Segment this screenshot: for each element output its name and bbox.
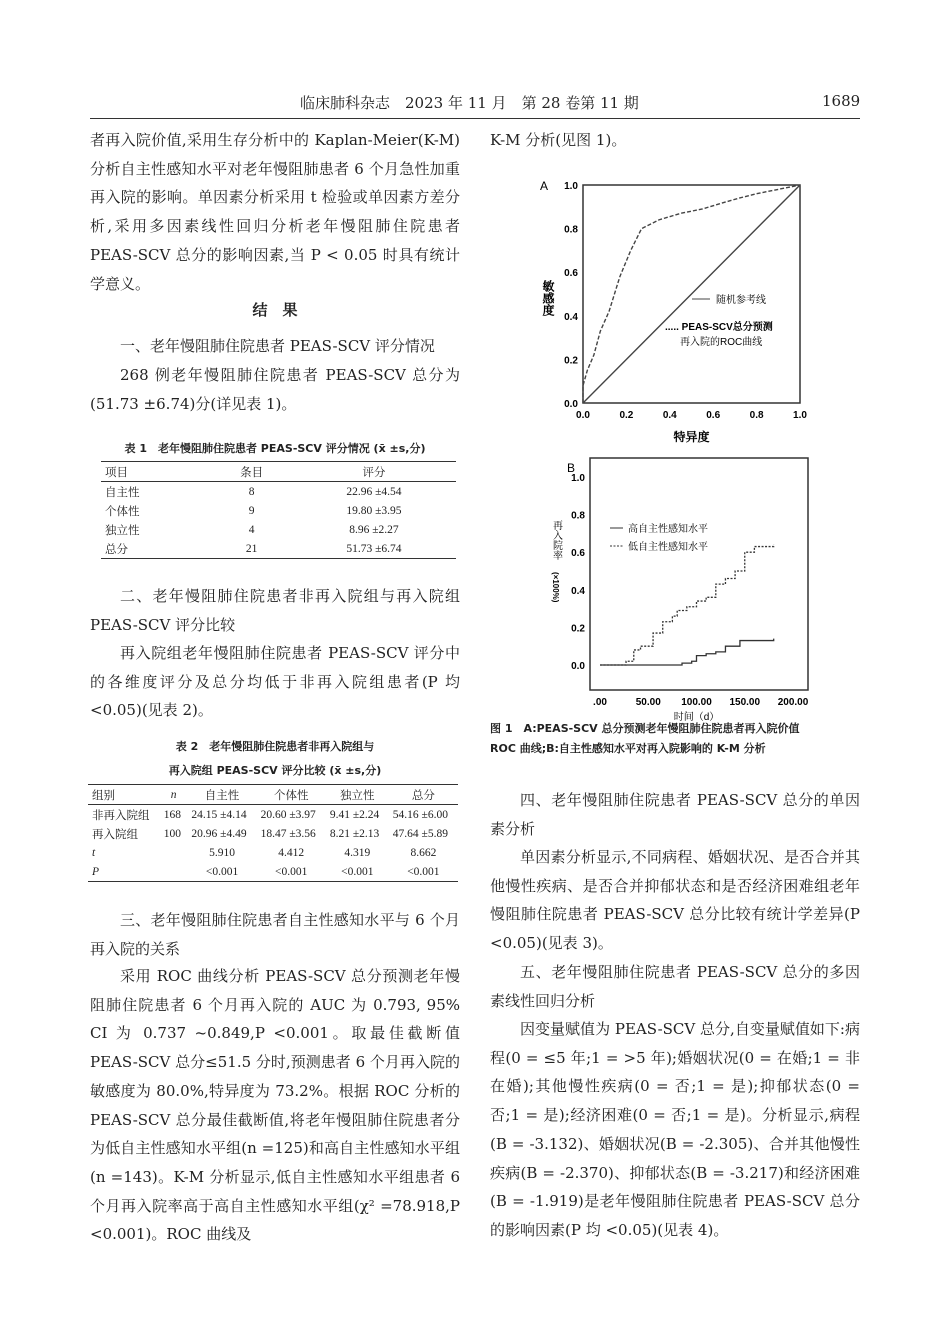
cell: 总分 xyxy=(105,543,128,556)
y-tick-label: 0.0 xyxy=(571,661,585,672)
header-rule xyxy=(90,118,860,119)
table-row xyxy=(101,539,456,559)
x-tick-label: 150.00 xyxy=(729,697,761,708)
reference-line xyxy=(583,185,800,403)
cell: 19.80 ±3.95 xyxy=(346,504,402,517)
results-heading: 结 果 xyxy=(252,301,298,319)
cell: 4 xyxy=(248,523,255,536)
y-axis-label: 敏感度 xyxy=(541,280,555,316)
cell: P xyxy=(92,865,100,878)
cell: 4.412 xyxy=(278,846,305,859)
x-axis-label: 特异度 xyxy=(673,430,710,444)
km-chart xyxy=(520,450,820,723)
table-row xyxy=(88,824,458,843)
x-tick-label: 100.00 xyxy=(681,697,712,708)
table-row xyxy=(88,843,458,862)
paragraph-6: 因变量赋值为 PEAS-SCV 总分,自变量赋值如下:病程(0 = ≤5 年;1 = >5 年);婚姻状况(0 = 在婚;1 = 非在婚);其他慢性疾病(0 = 否;1 = 是);抑郁状态(0 = 否;1 = 是);经济困难(0 = 否;1 = 是)。分析显示,病程(B = -3.132)、婚姻状况(B = -2.305)、合并其他慢性疾病(B = -2.370)、抑郁状态(B = -3.217)和经济困难(B = -1.919)是老年慢阻肺住院患者 PEAS-SCV 总分的影响因素(P 均 <0.05)(见表 4)。 xyxy=(490,1020,860,1239)
cell xyxy=(160,843,188,862)
cell: 5.910 xyxy=(209,846,235,859)
table-row xyxy=(101,520,456,539)
table2-title-line2: 再入院组 PEAS-SCV 评分比较 (x̄ ±s,分) xyxy=(168,764,382,777)
y-tick-label: 0.2 xyxy=(571,623,585,635)
y-tick-label: 1.0 xyxy=(571,473,585,484)
table1-title: 表 1 老年慢阻肺住院患者 PEAS-SCV 评分情况 (x̄ ±s,分) xyxy=(124,442,426,455)
methods-paragraph: 者再入院价值,采用生存分析中的 Kaplan-Meier(K-M)分析自主性感知水平对老年慢阻肺患者 6 个月急性加重再入院的影响。单因素分析采用 t 检验或单因素方差分析,采用多因素线性回归分析老年慢阻肺住院患者 PEAS-SCV 总分的影响因素,当 P < 0.05 时具有统计学意义。 xyxy=(90,131,460,293)
cell: 168 xyxy=(163,808,181,821)
y-tick-label: 0.6 xyxy=(564,268,578,280)
x-tick-label: 0.8 xyxy=(749,410,764,421)
y-axis-unit: (×100%) xyxy=(551,572,560,603)
table1-header: 评分 xyxy=(362,466,386,479)
section-heading-5: 五、老年慢阻肺住院患者 PEAS-SCV 总分的多因素线性回归分析 xyxy=(490,963,860,1010)
cell xyxy=(160,862,188,882)
y-tick-label: 0.6 xyxy=(571,548,585,560)
cell: 非再入院组 xyxy=(92,809,150,822)
y-axis-label: 再入院率 xyxy=(550,520,562,560)
cell: 51.73 ±6.74 xyxy=(346,542,402,555)
legend-label: 低自主性感知水平 xyxy=(628,542,708,553)
cell: 自主性 xyxy=(105,486,140,499)
table-row xyxy=(101,482,456,502)
paragraph-5: 单因素分析显示,不同病程、婚姻状况、是否合并其他慢性疾病、是否合并抑郁状态和是否经济困难组老年慢阻肺住院患者 PEAS-SCV 总分比较有统计学差异(P <0.05)(见表 3)。 xyxy=(490,848,860,953)
y-tick-label: 0.8 xyxy=(571,510,585,522)
running-header: 临床肺科杂志 2023 年 11 月 第 28 卷第 11 期 xyxy=(300,94,639,112)
cell: <0.001 xyxy=(407,865,440,878)
y-tick-label: 0.0 xyxy=(564,399,578,410)
panel-label: B xyxy=(567,461,576,475)
y-tick-label: 0.4 xyxy=(564,311,578,323)
cell: <0.001 xyxy=(275,865,308,878)
cell: 20.60 ±3.97 xyxy=(260,808,316,821)
panel-label: A xyxy=(540,179,549,193)
legend-label: 再入院的ROC曲线 xyxy=(680,337,763,348)
y-tick-label: 0.2 xyxy=(564,355,578,367)
x-tick-label: 50.00 xyxy=(635,697,661,708)
x-tick-label: 0.0 xyxy=(576,410,590,421)
table-row xyxy=(88,862,458,882)
cell: 8.21 ±2.13 xyxy=(329,827,380,840)
paragraph-km-ref: K-M 分析(见图 1)。 xyxy=(490,131,627,149)
table1-header: 项目 xyxy=(105,466,128,479)
y-tick-label: 0.4 xyxy=(571,585,585,597)
legend-label: 随机参考线 xyxy=(716,295,766,306)
page-number: 1689 xyxy=(822,92,861,110)
cell: 20.96 ±4.49 xyxy=(191,827,247,840)
cell: 4.319 xyxy=(344,846,371,859)
low-level-curve xyxy=(600,545,774,665)
paragraph-2: 268 例老年慢阻肺住院患者 PEAS-SCV 总分为(51.73 ±6.74)分(详见表 1)。 xyxy=(90,366,460,413)
table2-header: 独立性 xyxy=(340,789,375,802)
table-row xyxy=(101,501,456,520)
y-tick-label: 0.8 xyxy=(564,224,578,236)
cell: 22.96 ±4.54 xyxy=(346,485,402,498)
x-tick-label: 1.0 xyxy=(793,410,807,421)
cell: <0.001 xyxy=(205,865,239,878)
figure-caption-line2: ROC 曲线;B:自主性感知水平对再入院影响的 K-M 分析 xyxy=(490,742,766,755)
table-2 xyxy=(88,784,458,882)
figure-caption-line1: 图 1 A:PEAS-SCV 总分预测老年慢阻肺住院患者再入院价值 xyxy=(490,722,800,735)
cell: 9 xyxy=(248,504,255,517)
cell: 8.96 ±2.27 xyxy=(349,523,399,536)
table-1 xyxy=(101,461,456,559)
section-heading-3: 三、老年慢阻肺住院患者自主性感知水平与 6 个月再入院的关系 xyxy=(90,911,460,958)
cell: 8.662 xyxy=(410,846,437,859)
x-tick-label: 0.4 xyxy=(662,410,677,421)
legend-label: ..... PEAS-SCV总分预测 xyxy=(665,322,773,333)
x-tick-label: 0.2 xyxy=(619,410,634,421)
cell: 独立性 xyxy=(105,524,140,537)
section-heading-1: 一、老年慢阻肺住院患者 PEAS-SCV 评分情况 xyxy=(120,337,435,355)
table1-header: 条目 xyxy=(240,466,264,479)
cell: t xyxy=(92,846,96,859)
x-axis-label: 时间（d） xyxy=(673,712,720,723)
x-tick-label: .00 xyxy=(593,697,607,708)
table2-header: n xyxy=(170,788,177,801)
cell: <0.001 xyxy=(341,865,374,878)
cell: 18.47 ±3.56 xyxy=(260,827,316,840)
table2-header: 自主性 xyxy=(204,789,240,802)
cell: 再入院组 xyxy=(92,828,138,841)
table2-header: 组别 xyxy=(92,789,115,802)
x-tick-label: 200.00 xyxy=(777,697,809,708)
table2-header: 个体性 xyxy=(273,789,309,802)
section-heading-2: 二、老年慢阻肺住院患者非再入院组与再入院组 PEAS-SCV 评分比较 xyxy=(90,587,460,634)
cell: 21 xyxy=(245,542,258,555)
y-tick-label: 1.0 xyxy=(564,181,578,192)
cell: 9.41 ±2.24 xyxy=(329,808,380,821)
cell: 47.64 ±5.89 xyxy=(392,827,448,840)
table-row xyxy=(88,805,458,825)
cell: 个体性 xyxy=(105,505,140,518)
cell: 24.15 ±4.14 xyxy=(191,808,247,821)
table2-header: 总分 xyxy=(411,789,435,802)
paragraph-4: 采用 ROC 曲线分析 PEAS-SCV 总分预测老年慢阻肺住院患者 6 个月再入院的 AUC 为 0.793, 95% CI 为 0.737 ~0.849,P <0.001。取最佳截断值 PEAS-SCV 总分≤51.5 分时,预测患者 6 个月再入院的敏感度为 80.0%,特异度为 73.2%。根据 ROC 分析的 PEAS-SCV 总分最佳截断值,将老年慢阻肺住院患者分为低自主性感知水平组(n =125)和高自主性感知水平组(n =143)。K-M 分析显示,低自主性感知水平组患者 6 个月再入院率高于高自主性感知水平组(χ² =78.918,P <0.001)。ROC 曲线及 xyxy=(90,967,460,1244)
legend-label: 高自主性感知水平 xyxy=(628,524,708,535)
cell: 100 xyxy=(163,827,181,840)
x-tick-label: 0.6 xyxy=(706,410,721,421)
cell: 8 xyxy=(248,485,255,498)
section-heading-4: 四、老年慢阻肺住院患者 PEAS-SCV 总分的单因素分析 xyxy=(490,791,860,838)
table2-title-line1: 表 2 老年慢阻肺住院患者非再入院组与 xyxy=(175,740,375,753)
paragraph-3: 再入院组老年慢阻肺住院患者 PEAS-SCV 评分中的各维度评分及总分均低于非再入院组患者(P 均 <0.05)(见表 2)。 xyxy=(90,644,460,720)
cell: 54.16 ±6.00 xyxy=(392,808,448,821)
roc-chart xyxy=(520,170,820,445)
